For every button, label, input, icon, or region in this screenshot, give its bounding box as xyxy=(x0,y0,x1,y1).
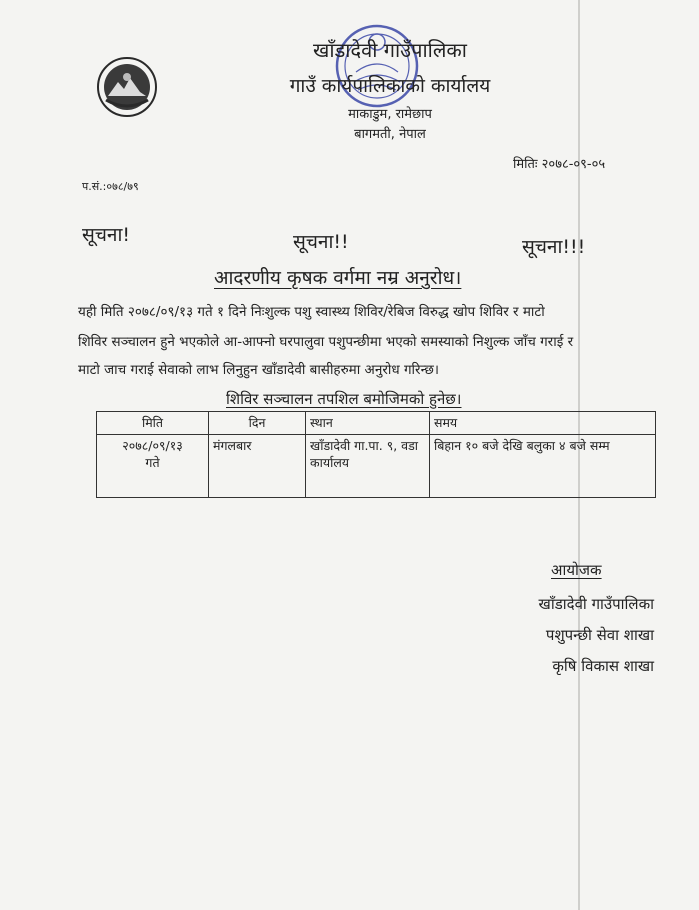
schedule-title: शिविर सञ्चालन तपशिल बमोजिमको हुनेछ। xyxy=(226,390,462,408)
table-header-row xyxy=(97,412,656,435)
organizer-line: कृषि विकास शाखा xyxy=(552,657,654,675)
organizer-heading: आयोजक xyxy=(551,561,602,579)
column-header-place: स्थान xyxy=(306,412,430,435)
paragraph-line: यही मिति २०७८/०९/१३ गते १ दिने निःशुल्क पशु स्वास्थ्य शिविर/रेबिज विरुद्ध खोप शिविर र माटो xyxy=(78,304,545,320)
notice-heading-1: सूचना! xyxy=(82,224,130,246)
office-seal-stamp xyxy=(334,18,420,114)
column-header-date: मिति xyxy=(97,412,209,435)
cell-time: बिहान १० बजे देखि बलुका ४ बजे सम्म xyxy=(430,435,656,498)
cell-place: खाँडादेवी गा.पा. ९, वडा कार्यालय xyxy=(306,435,430,498)
notice-heading-2: सूचना!! xyxy=(293,231,349,253)
cell-date-suffix: गते xyxy=(145,455,160,470)
notice-heading-3: सूचना!!! xyxy=(522,236,586,258)
reference-number: प.सं.:०७८/७९ xyxy=(82,180,139,193)
column-header-time: समय xyxy=(430,412,656,435)
document-title: आदरणीय कृषक वर्गमा नम्र अनुरोध। xyxy=(214,267,462,289)
organizer-line: खाँडादेवी गाउँपालिका xyxy=(538,595,654,613)
table-row xyxy=(97,435,656,498)
schedule-table xyxy=(96,411,656,498)
organizer-line: पशुपन्छी सेवा शाखा xyxy=(545,626,654,644)
column-header-day: दिन xyxy=(209,412,306,435)
cell-date xyxy=(97,435,209,498)
paragraph-line: शिविर सञ्चालन हुने भएकोले आ-आफ्नो घरपालुवा पशुपन्छीमा भएको समस्याको निशुल्क जाँच गराई र xyxy=(78,334,574,350)
office-location: माकाडुम, रामेछाप xyxy=(348,107,432,122)
nepal-emblem-icon xyxy=(96,56,158,118)
paragraph-line: माटो जाच गराई सेवाको लाभ लिनुहुन खाँडादेवी बासीहरुमा अनुरोध गरिन्छ। xyxy=(78,362,440,378)
office-name: खाँडादेवी गाउँपालिका xyxy=(313,38,467,62)
document-date: मितिः २०७८-०९-०५ xyxy=(513,157,606,172)
cell-date-value: २०७८/०९/१३ xyxy=(122,438,183,453)
cell-day: मंगलबार xyxy=(209,435,306,498)
office-province: बागमती, नेपाल xyxy=(354,127,426,142)
office-subtitle: गाउँ कार्यपालिकाको कार्यालय xyxy=(289,75,491,97)
